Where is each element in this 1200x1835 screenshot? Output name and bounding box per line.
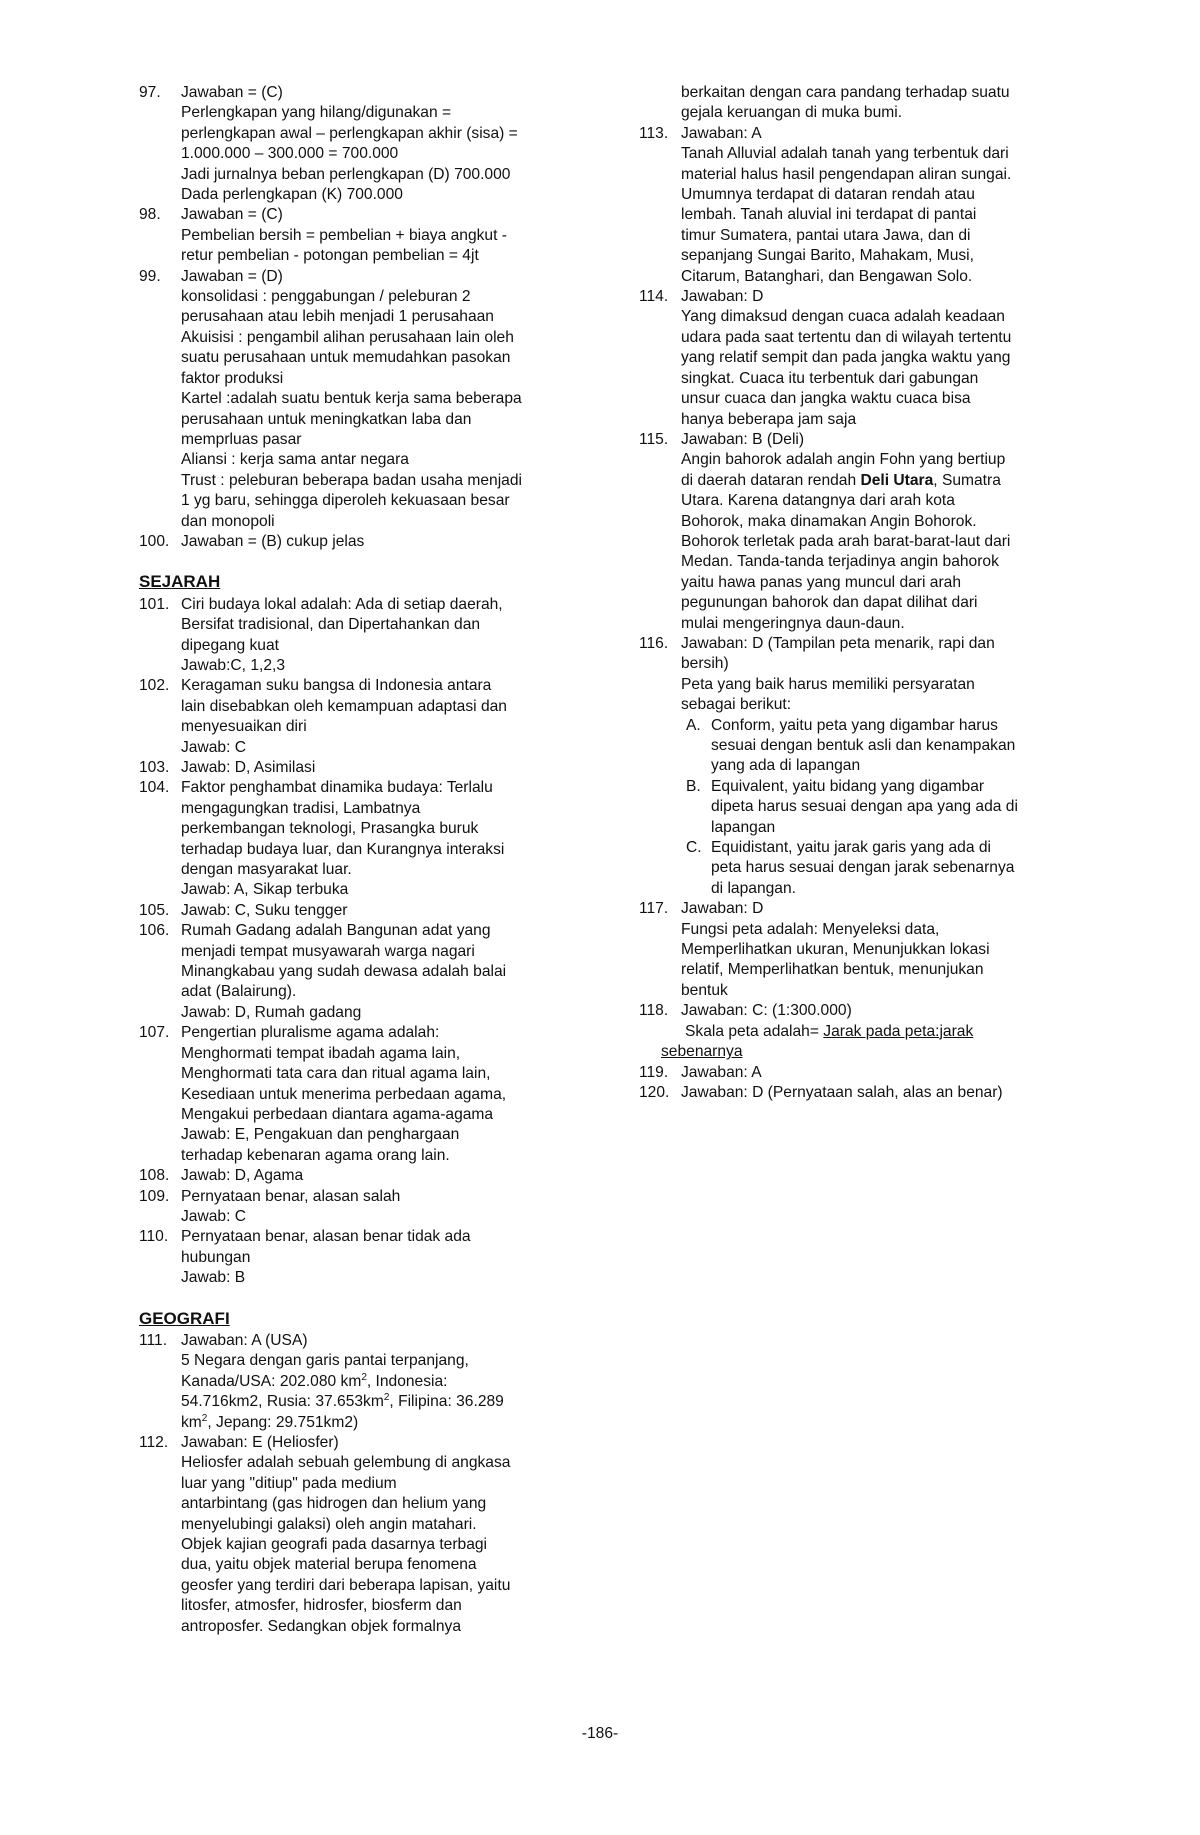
answer-line: suatu perusahaan untuk memudahkan pasokan bbox=[181, 349, 511, 367]
answer-line: Jawaban: A bbox=[681, 1063, 762, 1081]
answer-line: retur pembelian - potongan pembelian = 4jt bbox=[181, 247, 479, 265]
answer-number: 106. bbox=[139, 922, 170, 940]
answer-line: unsur cuaca dan jangka waktu cuaca bisa bbox=[681, 390, 971, 408]
answer-line: Pembelian bersih = pembelian + biaya angkut - bbox=[181, 226, 507, 244]
answer-line: Faktor penghambat dinamika budaya: Terlalu bbox=[181, 779, 493, 797]
answer-line: hubungan bbox=[181, 1248, 251, 1266]
answer-number: 105. bbox=[139, 901, 170, 919]
answer-line: Medan. Tanda-tanda terjadinya angin bahorok bbox=[681, 553, 999, 571]
answer-number: 115. bbox=[639, 430, 669, 448]
answer-line: hanya beberapa jam saja bbox=[681, 410, 857, 428]
answer-line: luar yang "ditiup" pada medium bbox=[181, 1474, 397, 1492]
answer-line: perkembangan teknologi, Prasangka buruk bbox=[181, 820, 479, 838]
answer-line: Jawaban: E (Heliosfer) bbox=[181, 1434, 339, 1451]
answer-number: 99. bbox=[139, 267, 161, 285]
answer-line: Jawaban: D bbox=[681, 288, 764, 306]
answer-line: berkaitan dengan cara pandang terhadap suatu bbox=[681, 84, 1010, 101]
answer-101 bbox=[139, 595, 575, 677]
answer-line: gejala keruangan di muka bumi. bbox=[681, 104, 903, 122]
answer-line: Bersifat tradisional, dan Dipertahankan dan bbox=[181, 616, 481, 634]
answer-number: 120. bbox=[639, 1083, 670, 1101]
answer-line: Jawaban = (B) cukup jelas bbox=[181, 532, 365, 550]
answer-line: Bohorok terletak pada arah barat-barat-laut dari bbox=[681, 532, 1011, 550]
answer-109 bbox=[139, 1187, 575, 1228]
answer-number: 110. bbox=[139, 1228, 169, 1246]
answer-line: udara pada saat tertentu dan di wilayah tertentu bbox=[681, 328, 1012, 346]
answer-line: Jawaban: A (USA) bbox=[181, 1331, 308, 1349]
answer-number: 104. bbox=[139, 779, 170, 797]
answer-number: 116. bbox=[639, 634, 669, 652]
answer-line: Menghormati tempat ibadah agama lain, bbox=[181, 1044, 461, 1062]
answer-line: Aliansi : kerja sama antar negara bbox=[181, 451, 409, 469]
answer-99 bbox=[139, 267, 575, 532]
answer-line: Skala peta adalah= Jarak pada peta:jarak bbox=[685, 1022, 974, 1040]
answer-line: Utara. Karena datangnya dari arah kota bbox=[681, 492, 955, 510]
list-item: A. Conform, yaitu peta yang digambar harus sesuai dengan bentuk asli dan kenampakan yang ada di lapangan bbox=[686, 716, 1016, 775]
answer-line: $km^2$, Jepang: 29.751km2) bbox=[181, 1412, 359, 1431]
answer-line: menyesuaikan diri bbox=[181, 718, 307, 736]
answer-line: singkat. Cuaca itu terbentuk dari gabungan bbox=[681, 369, 979, 387]
answer-111 bbox=[139, 1331, 575, 1433]
left-column bbox=[139, 83, 575, 1637]
answer-line: Kanada/USA: 202.080 $km^2$, Indonesia: bbox=[181, 1371, 448, 1390]
answer-104 bbox=[139, 778, 575, 900]
answer-line: dipegang kuat bbox=[181, 636, 279, 654]
answer-number: 98. bbox=[139, 206, 161, 224]
answer-number: 118. bbox=[639, 1002, 669, 1020]
answer-line: Jawaban: D bbox=[681, 900, 764, 918]
answer-102 bbox=[139, 676, 575, 758]
answer-line: Jawab: C, Suku tengger bbox=[181, 901, 348, 919]
answer-line: Pengertian pluralisme agama adalah: bbox=[181, 1024, 440, 1042]
answer-line: relatif, Memperlihatkan bentuk, menunjukan bbox=[681, 961, 984, 979]
answer-line: Jawaban: C: (1:300.000) bbox=[681, 1002, 852, 1020]
answer-line: Ciri budaya lokal adalah: Ada di setiap daerah, bbox=[181, 595, 503, 613]
answer-line: Heliosfer adalah sebuah gelembung di angkasa bbox=[181, 1454, 511, 1472]
answer-line: geosfer yang terdiri dari beberapa lapisan, yaitu bbox=[181, 1576, 511, 1594]
answer-107 bbox=[139, 1023, 575, 1166]
answer-line: material halus hasil pengendapan aliran sungai. bbox=[681, 165, 1012, 183]
answer-line: timur Sumatera, pantai utara Jawa, dan di bbox=[681, 226, 971, 244]
answer-line: Jawaban: B (Deli) bbox=[681, 430, 805, 448]
answer-line: Jawab: D, Agama bbox=[181, 1167, 304, 1185]
answer-line: Fungsi peta adalah: Menyeleksi data, bbox=[681, 920, 940, 938]
answer-line: yang relatif sempit dan pada jangka waktu yang bbox=[681, 349, 1011, 367]
answer-97 bbox=[139, 83, 575, 205]
answer-line: litosfer, atmosfer, hidrosfer, biosferm dan bbox=[181, 1597, 462, 1615]
answer-line: perlengkapan awal – perlengkapan akhir (sisa) = bbox=[181, 124, 518, 142]
answer-line: mengagungkan tradisi, Lambatnya bbox=[181, 799, 421, 817]
answer-103 bbox=[139, 758, 575, 778]
answer-line: Minangkabau yang sudah dewasa adalah balai bbox=[181, 963, 507, 981]
answer-line: Jawab: C bbox=[181, 738, 247, 756]
answer-line: Jawaban: A bbox=[681, 124, 762, 142]
answer-line: Kesediaan untuk menerima perbedaan agama, bbox=[181, 1085, 507, 1103]
list-item: B. Equivalent, yaitu bidang yang digambar dipeta harus sesuai dengan apa yang ada di lapangan bbox=[686, 777, 1018, 836]
answer-line: Akuisisi : pengambil alihan perusahaan lain oleh bbox=[181, 328, 514, 346]
answer-line: menjadi tempat musyawarah warga nagari bbox=[181, 942, 475, 960]
answer-98 bbox=[139, 205, 575, 266]
answer-line: antarbintang (gas hidrogen dan helium yang bbox=[181, 1495, 487, 1513]
answer-line: Trust : peleburan beberapa badan usaha menjadi bbox=[181, 471, 522, 489]
answer-line: pegunungan bahorok dan dapat dilihat dari bbox=[681, 594, 978, 612]
answer-line: Citarum, Batanghari, dan Bengawan Solo. bbox=[681, 267, 973, 285]
answer-line: dua, yaitu objek material berupa fenomena bbox=[181, 1556, 477, 1574]
answer-line: 54.716km2, Rusia: $37.653km^2$, Filipina: 36.289 bbox=[181, 1392, 504, 1411]
answer-line: sepanjang Sungai Barito, Mahakam, Musi, bbox=[681, 247, 974, 265]
answer-line: dan monopoli bbox=[181, 512, 275, 530]
answer-117 bbox=[639, 899, 1075, 1001]
answer-line: lembah. Tanah aluvial ini terdapat di pantai bbox=[681, 206, 977, 224]
answer-line: Kartel :adalah suatu bentuk kerja sama beberapa bbox=[181, 390, 522, 408]
answer-line: 1 yg baru, sehingga diperoleh kekuasaan besar bbox=[181, 492, 510, 510]
answer-line: Rumah Gadang adalah Bangunan adat yang bbox=[181, 922, 491, 940]
answer-line: Yang dimaksud dengan cuaca adalah keadaan bbox=[681, 308, 1005, 326]
answer-number: 119. bbox=[639, 1063, 669, 1081]
answer-line: Jawaban = (C) bbox=[181, 84, 283, 101]
answer-120 bbox=[639, 1083, 1075, 1103]
answer-line: Jawaban: D (Tampilan peta menarik, rapi dan bbox=[681, 634, 995, 652]
answer-line: adat (Balairung). bbox=[181, 983, 297, 1001]
answer-line: Angin bahorok adalah angin Fohn yang bertiup bbox=[681, 451, 1006, 469]
answer-line: Memperlihatkan ukuran, Menunjukkan lokasi bbox=[681, 941, 990, 959]
answer-number: 114. bbox=[639, 288, 669, 306]
answer-number: 109. bbox=[139, 1187, 170, 1205]
page-number: -186- bbox=[581, 1725, 619, 1742]
answer-line: lain disebabkan oleh kemampuan adaptasi dan bbox=[181, 697, 507, 715]
answer-number: 112. bbox=[139, 1434, 169, 1451]
answer-line: dengan masyarakat luar. bbox=[181, 861, 352, 879]
answer-line: bersih) bbox=[681, 655, 729, 673]
answer-line: yaitu hawa panas yang muncul dari arah bbox=[681, 573, 961, 591]
answer-line: Dada perlengkapan (K) 700.000 bbox=[181, 186, 403, 204]
answer-line: menyelubingi galaksi) oleh angin matahari. bbox=[181, 1515, 477, 1533]
answer-line: Peta yang baik harus memiliki persyaratan bbox=[681, 675, 975, 693]
answer-line: mulai mengeringnya daun-daun. bbox=[681, 614, 905, 632]
answer-115 bbox=[639, 430, 1075, 634]
answer-number: 113. bbox=[639, 124, 669, 142]
answer-line: Jawaban: D (Pernyataan salah, alas an benar) bbox=[681, 1083, 1003, 1101]
answer-number: 111. bbox=[139, 1331, 168, 1349]
answer-line: perusahaan untuk meningkatkan laba dan bbox=[181, 410, 472, 428]
answer-number: 102. bbox=[139, 677, 170, 695]
answer-line: Jawab:C, 1,2,3 bbox=[181, 656, 286, 674]
answer-line: Umumnya terdapat di dataran rendah atau bbox=[681, 186, 975, 204]
answer-line: Jawab: D, Rumah gadang bbox=[181, 1003, 362, 1021]
list-item: C. Equidistant, yaitu jarak garis yang ada di peta harus sesuai dengan jarak sebenarnya di lapangan. bbox=[686, 839, 1015, 897]
answer-line: Jawaban = (D) bbox=[181, 267, 283, 285]
answer-112-continued bbox=[639, 83, 1075, 124]
answer-119 bbox=[639, 1063, 1075, 1083]
answer-105 bbox=[139, 901, 575, 921]
answer-line: Tanah Alluvial adalah tanah yang terbentuk dari bbox=[681, 145, 1009, 163]
answer-line: di daerah dataran rendah Deli Utara, Sumatra bbox=[681, 471, 1001, 489]
answer-line: 5 Negara dengan garis pantai terpanjang, bbox=[181, 1352, 469, 1370]
answer-number: 97. bbox=[139, 84, 161, 101]
answer-line: terhadap budaya luar, dan Kurangnya interaksi bbox=[181, 840, 505, 858]
answer-number: 108. bbox=[139, 1167, 170, 1185]
answer-line: Jawab: B bbox=[181, 1269, 246, 1287]
answer-line: Perlengkapan yang hilang/digunakan = bbox=[181, 104, 452, 122]
answer-line: 1.000.000 – 300.000 = 700.000 bbox=[181, 145, 399, 163]
answer-108 bbox=[139, 1166, 575, 1186]
answer-line: terhadap kebenaran agama orang lain. bbox=[181, 1146, 450, 1164]
answer-106 bbox=[139, 921, 575, 1023]
answer-114 bbox=[639, 287, 1075, 430]
answer-line: Mengakui perbedaan diantara agama-agama bbox=[181, 1105, 494, 1123]
answer-116 bbox=[639, 634, 1075, 899]
answer-112 bbox=[139, 1433, 575, 1637]
answer-line: konsolidasi : penggabungan / peleburan 2 bbox=[181, 288, 471, 306]
answer-line: memprluas pasar bbox=[181, 430, 302, 448]
answer-number: 101. bbox=[139, 595, 170, 613]
answer-line: perusahaan atau lebih menjadi 1 perusahaan bbox=[181, 308, 494, 326]
answer-line: Jadi jurnalnya beban perlengkapan (D) 700.000 bbox=[181, 165, 511, 183]
answer-line: sebagai berikut: bbox=[681, 696, 792, 714]
answer-number: 117. bbox=[639, 900, 669, 918]
answer-line: Jawab: D, Asimilasi bbox=[181, 759, 316, 776]
answer-line: Menghormati tata cara dan ritual agama lain, bbox=[181, 1065, 491, 1083]
right-column bbox=[639, 83, 1075, 1103]
answer-number: 103. bbox=[139, 759, 170, 776]
answer-line: Keragaman suku bangsa di Indonesia antara bbox=[181, 677, 492, 695]
answer-line: sebenarnya bbox=[661, 1043, 743, 1061]
answer-line: Pernyataan benar, alasan salah bbox=[181, 1187, 401, 1205]
answer-line: Objek kajian geografi pada dasarnya terbagi bbox=[181, 1536, 488, 1554]
answer-line: faktor produksi bbox=[181, 369, 284, 387]
section-title-sejarah: SEJARAH bbox=[139, 572, 221, 592]
answer-100 bbox=[139, 532, 575, 552]
answer-line: Pernyataan benar, alasan benar tidak ada bbox=[181, 1228, 471, 1246]
section-title-geografi: GEOGRAFI bbox=[139, 1308, 230, 1328]
answer-line: Jawab: C bbox=[181, 1207, 247, 1225]
answer-line: antroposfer. Sedangkan objek formalnya bbox=[181, 1617, 462, 1635]
answer-line: Jawab: E, Pengakuan dan penghargaan bbox=[181, 1126, 460, 1144]
answer-line: Bohorok, maka dinamakan Angin Bohorok. bbox=[681, 512, 977, 530]
answer-line: Jawab: A, Sikap terbuka bbox=[181, 881, 349, 899]
answer-number: 100. bbox=[139, 532, 170, 550]
answer-113 bbox=[639, 124, 1075, 287]
answer-110 bbox=[139, 1227, 575, 1288]
answer-number: 107. bbox=[139, 1024, 170, 1042]
answer-line: Jawaban = (C) bbox=[181, 206, 283, 224]
answer-line: bentuk bbox=[681, 981, 728, 999]
answer-118 bbox=[639, 1001, 1075, 1062]
